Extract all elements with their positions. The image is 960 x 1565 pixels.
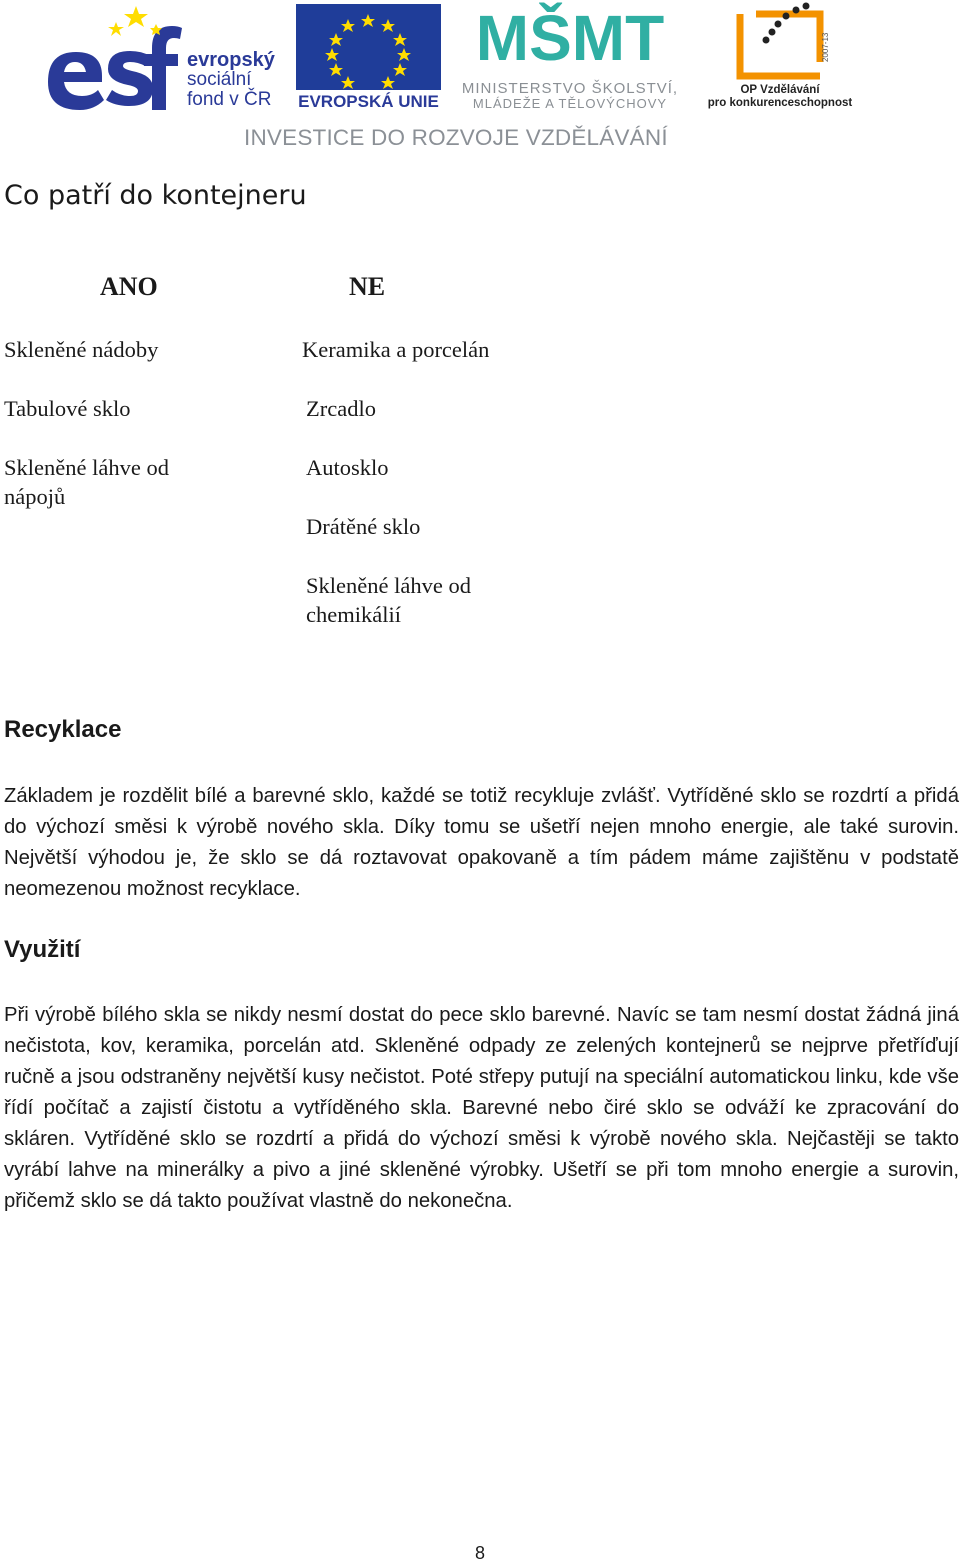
section-heading-vyuziti: Využití xyxy=(4,936,81,963)
section-text-recyklace: Základem je rozdělit bílé a barevné sklo, každé se totiž recykluje zvlášť. Vytříděné sklo se rozdrtí a přidá do výchozí směsi k výrobě nového skla. Díky tomu se ušetří nejen mnoho energie, ale také surovin. Největší výhodou je, že sklo se dá roztavovat opakovaně a tím pádem máme zajištěnu v podstatě neomezenou možnost recyklace. xyxy=(4,785,959,900)
header-tagline: INVESTICE DO ROZVOJE VZDĚLÁVÁNÍ xyxy=(244,125,668,150)
ano-item: Tabulové sklo xyxy=(4,396,131,421)
ne-item: Keramika a porcelán xyxy=(302,337,490,362)
section-heading-recyklace: Recyklace xyxy=(4,716,122,743)
eu-caption: EVROPSKÁ UNIE xyxy=(298,92,439,111)
eu-flag-icon xyxy=(296,4,441,90)
msmt-mark: MŠMT xyxy=(475,2,665,74)
page-title: Co patří do kontejneru xyxy=(4,180,307,211)
msmt-logo xyxy=(448,2,692,112)
logo-bar xyxy=(0,0,960,160)
page-number: 8 xyxy=(474,1543,485,1563)
ne-item: Zrcadlo xyxy=(306,396,376,421)
msmt-mark-icon xyxy=(448,2,692,78)
ne-heading: NE xyxy=(349,272,386,301)
ne-item: Skleněné láhve od chemikálií xyxy=(306,573,471,627)
op-line-2: pro konkurenceschopnost xyxy=(707,97,853,109)
esf-line-1: evropský xyxy=(187,49,275,71)
eu-logo xyxy=(296,4,441,112)
ano-item: Skleněné nádoby xyxy=(4,337,159,362)
esf-line-3: fond v ČR xyxy=(187,89,272,110)
op-years: 2007-13 xyxy=(821,32,830,62)
ano-item: Skleněné láhve od nápojů xyxy=(4,455,169,509)
msmt-line-1: MINISTERSTVO ŠKOLSTVÍ, xyxy=(461,80,679,97)
section-text-vyuziti: Při výrobě bílého skla se nikdy nesmí dostat do pece sklo barevné. Navíc se tam nesmí dostat žádná jiná nečistota, kov, keramika, porcelán atd. Skleněné odpady ze zelených kontejnerů se nejprve přetříďují ručně a jsou odstraněny největší kusy nečistot. Poté střepy putují na speciální automatickou linku, kde vše řídí počítač a zajistí čistotu a vytříděného skla. Barevné nebo čiré sklo se odváží ke zpracování do skláren. Vytříděné sklo se rozdrtí a přidá do výchozí směsi k výrobě nového skla. Nejčastěji se takto vyrábí lahve na minerálky a pivo a jiné skleněné výrobky. Ušetří se při tom mnoho energie a surovin, přičemž sklo se dá takto používat vlastně do nekonečna. xyxy=(4,1004,959,1212)
esf-logo xyxy=(44,4,284,112)
ne-item: Autosklo xyxy=(306,455,389,480)
esf-line-2: sociální xyxy=(187,69,252,90)
msmt-line-2: MLÁDEŽE A TĚLOVÝCHOVY xyxy=(472,96,668,111)
ne-item: Drátěné sklo xyxy=(306,514,421,539)
op-logo xyxy=(700,0,860,112)
op-line-1: OP Vzdělávání xyxy=(740,84,820,96)
ano-heading: ANO xyxy=(100,272,158,301)
op-mark-icon xyxy=(700,0,860,82)
